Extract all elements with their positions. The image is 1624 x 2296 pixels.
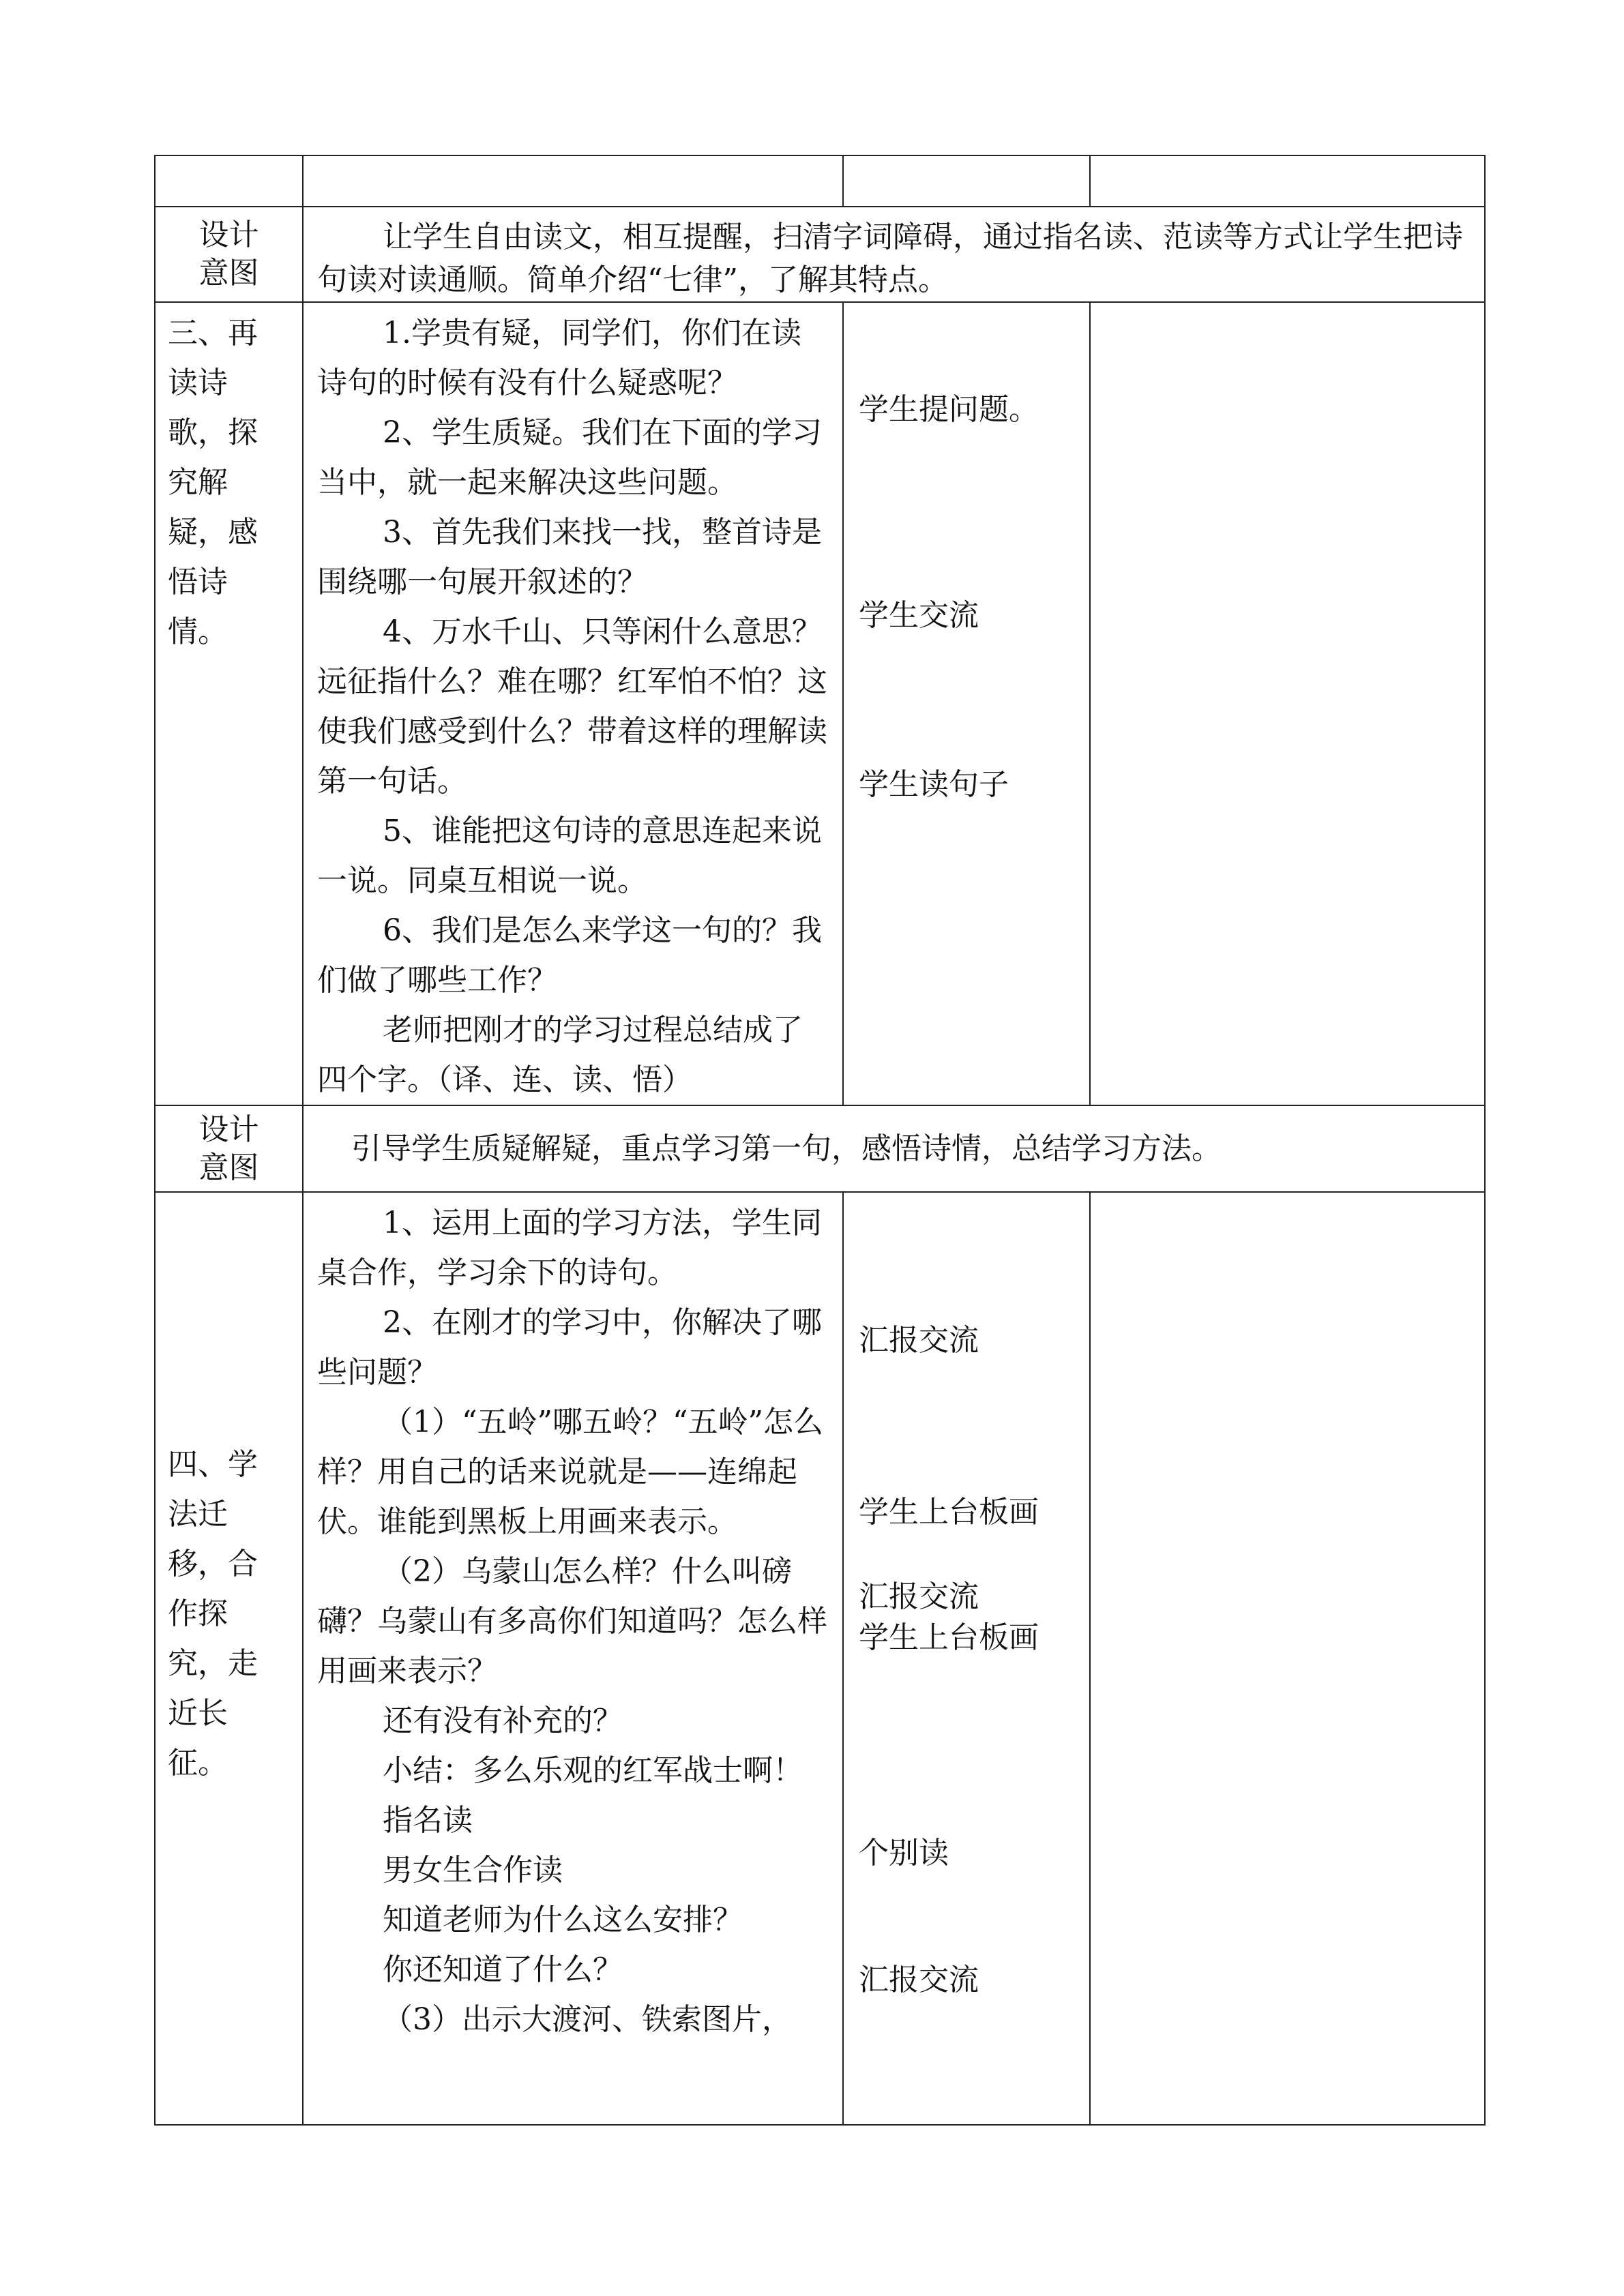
design-intent-text [303, 207, 1485, 302]
stage-label-4 [155, 1192, 303, 2125]
student-activity-item: 汇报交流 [859, 1579, 979, 1614]
notes-cell-3 [1090, 302, 1485, 1105]
design-intent-text [303, 1105, 1485, 1192]
student-activity-item: 汇报交流 [859, 1323, 979, 1358]
stage-label-3 [155, 302, 303, 1105]
design-intent-row-1 [155, 207, 1485, 302]
paragraph: （3）出示大渡河、铁索图片， [383, 2002, 792, 2037]
paragraph: 3、首先我们来找一找，整首诗是围绕哪一句展开叙述的？ [317, 515, 822, 599]
notes-cell-4 [1090, 1192, 1485, 2125]
paragraph: 指名读 [383, 1803, 473, 1838]
design-intent-label [155, 207, 303, 302]
lesson-plan-table [154, 155, 1486, 2126]
header-cell-1 [155, 155, 303, 207]
student-activity-item: 学生提问题。 [859, 392, 1039, 427]
paragraph: 1、运用上面的学习方法，学生同桌合作，学习余下的诗句。 [317, 1206, 822, 1290]
teaching-content-3 [303, 302, 843, 1105]
header-cell-4 [1090, 155, 1485, 207]
stage-label-3-text: 三、再读诗歌，探究解疑，感悟诗情。 [168, 316, 258, 649]
paragraph: 1.学贵有疑，同学们，你们在读诗句的时候有没有什么疑惑呢？ [317, 316, 801, 400]
paragraph: 5、谁能把这句诗的意思连起来说一说。同桌互相说一说。 [317, 814, 822, 898]
paragraph: 男女生合作读 [383, 1853, 563, 1888]
paragraph: 6、我们是怎么来学这一句的？我们做了哪些工作？ [317, 913, 822, 998]
student-activity-item: 学生交流 [859, 598, 979, 633]
paragraph: 2、学生质疑。我们在下面的学习当中，就一起来解决这些问题。 [317, 415, 822, 500]
student-activity-item: 汇报交流 [859, 1963, 979, 1997]
student-activity-item: 学生上台板画 [859, 1620, 1039, 1655]
paragraph: 2、在刚才的学习中，你解决了哪些问题？ [317, 1305, 822, 1390]
section-4-row [155, 1192, 1485, 2125]
section-3-row [155, 302, 1485, 1105]
paragraph: 还有没有补充的？ [383, 1703, 623, 1738]
student-activity-item: 个别读 [859, 1836, 949, 1870]
design-intent-label-text: 设计意图 [198, 1112, 259, 1185]
design-intent-row-2 [155, 1105, 1485, 1192]
paragraph: （2）乌蒙山怎么样？什么叫磅礴？乌蒙山有多高你们知道吗？怎么样用画来表示？ [317, 1554, 827, 1688]
header-row [155, 155, 1485, 207]
header-cell-3 [843, 155, 1090, 207]
teaching-content-4 [303, 1192, 843, 2125]
header-cell-2 [303, 155, 843, 207]
design-intent-label [155, 1105, 303, 1192]
paragraph: （1）“五岭”哪五岭？“五岭”怎么样？用自己的话来说就是——连绵起伏。谁能到黑板上用画来表示。 [317, 1405, 823, 1539]
paragraph: 4、万水千山、只等闲什么意思？远征指什么？难在哪？红军怕不怕？这使我们感受到什么？带着这样的理解读第一句话。 [317, 614, 827, 799]
paragraph: 你还知道了什么？ [383, 1952, 623, 1987]
student-activity-item: 学生上台板画 [859, 1495, 1039, 1530]
design-intent-paragraph: 让学生自由读文，相互提醒，扫清字词障碍，通过指名读、范读等方式让学生把诗句读对读通顺。简单介绍“七律”，了解其特点。 [317, 220, 1463, 297]
paragraph: 小结：多么乐观的红军战士啊！ [383, 1753, 803, 1788]
design-intent-paragraph: 引导学生质疑解疑，重点学习第一句，感悟诗情，总结学习方法。 [351, 1131, 1222, 1166]
student-activity-item: 学生读句子 [859, 767, 1009, 802]
paragraph: 老师把刚才的学习过程总结成了四个字。（译、连、读、悟） [317, 1013, 803, 1097]
student-activity-4 [843, 1192, 1090, 2125]
stage-label-4-text: 四、学法迁移，合作探究，走近长征。 [168, 1446, 258, 1780]
design-intent-label-text: 设计意图 [198, 218, 259, 290]
paragraph: 知道老师为什么这么安排？ [383, 1903, 743, 1937]
student-activity-3 [843, 302, 1090, 1105]
